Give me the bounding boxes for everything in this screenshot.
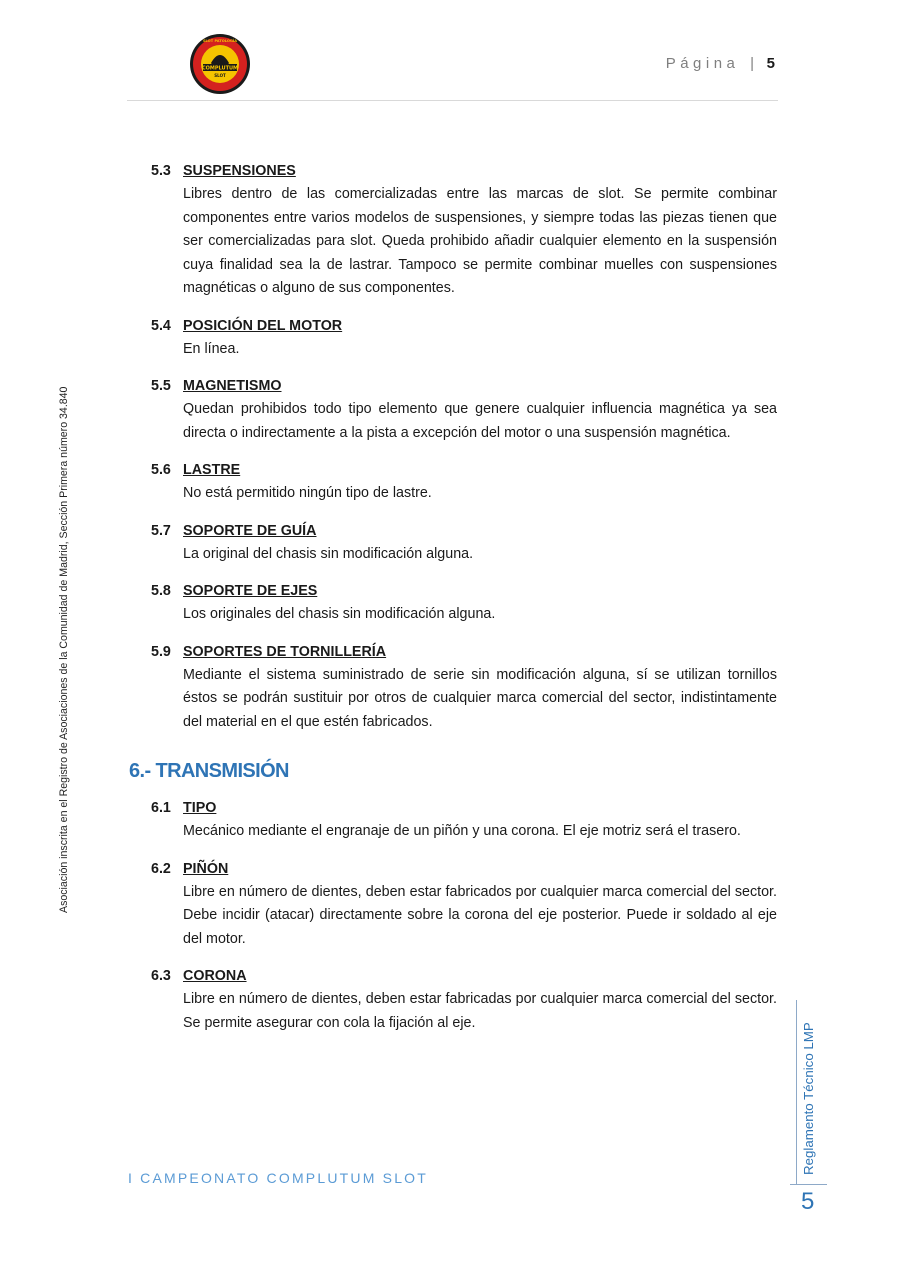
section-5-6 <box>151 459 777 506</box>
section-title: PIÑÓN <box>183 860 229 877</box>
section-body: Libres dentro de las comercializadas entre las marcas de slot. Se permite combinar componentes entre varios modelos de suspensiones, y siempre todas las piezas tienen que ser comercializadas para slot. Queda prohibido añadir cualquier elemento en la suspensión cuya finalidad sea la de lastrar. Tampoco se permite combinar muelles con suspensiones magnéticas o alguno de sus componentes. <box>183 186 777 296</box>
section-title: TIPO <box>183 800 217 816</box>
page-number: 5 <box>766 55 775 72</box>
section-number: 6.3 <box>151 968 171 984</box>
section-heading <box>151 965 777 988</box>
section-body: Libre en número de dientes, deben estar fabricadas por cualquier marca comercial del sector. Se permite asegurar con cola la fijación al eje. <box>183 991 777 1031</box>
section-6-3 <box>151 965 777 1035</box>
section-6-2 <box>151 858 777 952</box>
footer-horizontal-rule <box>790 1184 827 1185</box>
section-body: Mecánico mediante el engranaje de un piñón y una corona. El eje motriz será el trasero. <box>183 823 741 839</box>
section-body: Libre en número de dientes, deben estar fabricados por cualquier marca comercial del sector. Debe incidir (atacar) directamente sobre la corona del eje posterior. Puede ir soldado al eje del motor. <box>183 883 777 947</box>
page-label-text: Página <box>665 55 740 72</box>
section-title: MAGNETISMO <box>183 378 282 394</box>
section-title: SUSPENSIONES <box>183 163 296 179</box>
section-5-4 <box>151 315 777 362</box>
section-number: 6.1 <box>151 800 171 816</box>
svg-text:COMPLUTUM: COMPLUTUM <box>201 65 239 72</box>
section-number: 5.4 <box>151 317 171 334</box>
section-title: SOPORTE DE EJES <box>183 583 318 599</box>
club-logo <box>189 33 251 95</box>
section-5-5 <box>151 375 777 445</box>
section-number: 5.8 <box>151 583 171 599</box>
association-registration-note: Asociación inscrita en el Registro de Asociaciones de la Comunidad de Madrid, Sección Primera número 34.840 <box>58 386 70 913</box>
section-number: 5.6 <box>151 462 171 478</box>
section-5-3 <box>151 160 777 301</box>
footer-vertical-rule <box>796 1000 797 1184</box>
section-heading <box>151 858 777 881</box>
section-body: La original del chasis sin modificación alguna. <box>183 545 474 562</box>
section-number: 5.3 <box>151 163 171 179</box>
section-body: En línea. <box>183 340 240 357</box>
footer-page-number: 5 <box>801 1188 815 1215</box>
section-heading <box>151 459 777 482</box>
section-heading <box>151 160 777 183</box>
chapter-6-title: 6.- TRANSMISIÓN <box>129 760 289 782</box>
section-heading <box>151 580 777 603</box>
section-number: 5.9 <box>151 643 171 660</box>
section-heading <box>151 520 777 543</box>
footer-championship-title: I CAMPEONATO COMPLUTUM SLOT <box>128 1170 429 1186</box>
chapter-6-sections <box>151 797 777 1035</box>
section-title: SOPORTE DE GUÍA <box>183 522 317 539</box>
section-body: No está permitido ningún tipo de lastre. <box>183 485 432 501</box>
section-number: 6.2 <box>151 860 171 877</box>
section-body: Los originales del chasis sin modificación alguna. <box>183 606 496 622</box>
section-heading <box>151 315 777 338</box>
svg-text:SLOT: SLOT <box>214 73 226 78</box>
section-title: SOPORTES DE TORNILLERÍA <box>183 643 387 660</box>
section-title: LASTRE <box>183 462 241 478</box>
section-heading <box>151 375 777 398</box>
chapter-5-sections <box>151 160 777 734</box>
section-5-7 <box>151 520 777 567</box>
section-6-1 <box>151 797 777 844</box>
section-5-9 <box>151 641 777 735</box>
page-separator: | <box>750 55 754 72</box>
svg-text:SLOT PATOLOGÍA: SLOT PATOLOGÍA <box>202 39 238 43</box>
section-body: Quedan prohibidos todo tipo elemento que genere cualquier influencia magnética ya sea directa o indirectamente a la pista a excepción del motor o una suspensión magnética. <box>183 401 777 441</box>
section-5-8 <box>151 580 777 627</box>
footer-document-title: Reglamento Técnico LMP <box>801 1022 816 1175</box>
section-heading <box>151 797 777 820</box>
section-number: 5.5 <box>151 378 171 394</box>
page-indicator <box>666 55 775 72</box>
section-body: Mediante el sistema suministrado de serie sin modificación alguna, sí se utilizan tornillos éstos se podrán sustituir por otros de cualquier marca comercial del sector, indistintamente del material en el que estén fabricados. <box>183 666 777 730</box>
section-title: POSICIÓN DEL MOTOR <box>183 317 343 334</box>
section-title: CORONA <box>183 968 247 984</box>
document-body <box>129 160 777 1049</box>
section-heading <box>151 641 777 664</box>
header-divider <box>127 100 778 101</box>
section-number: 5.7 <box>151 522 171 539</box>
